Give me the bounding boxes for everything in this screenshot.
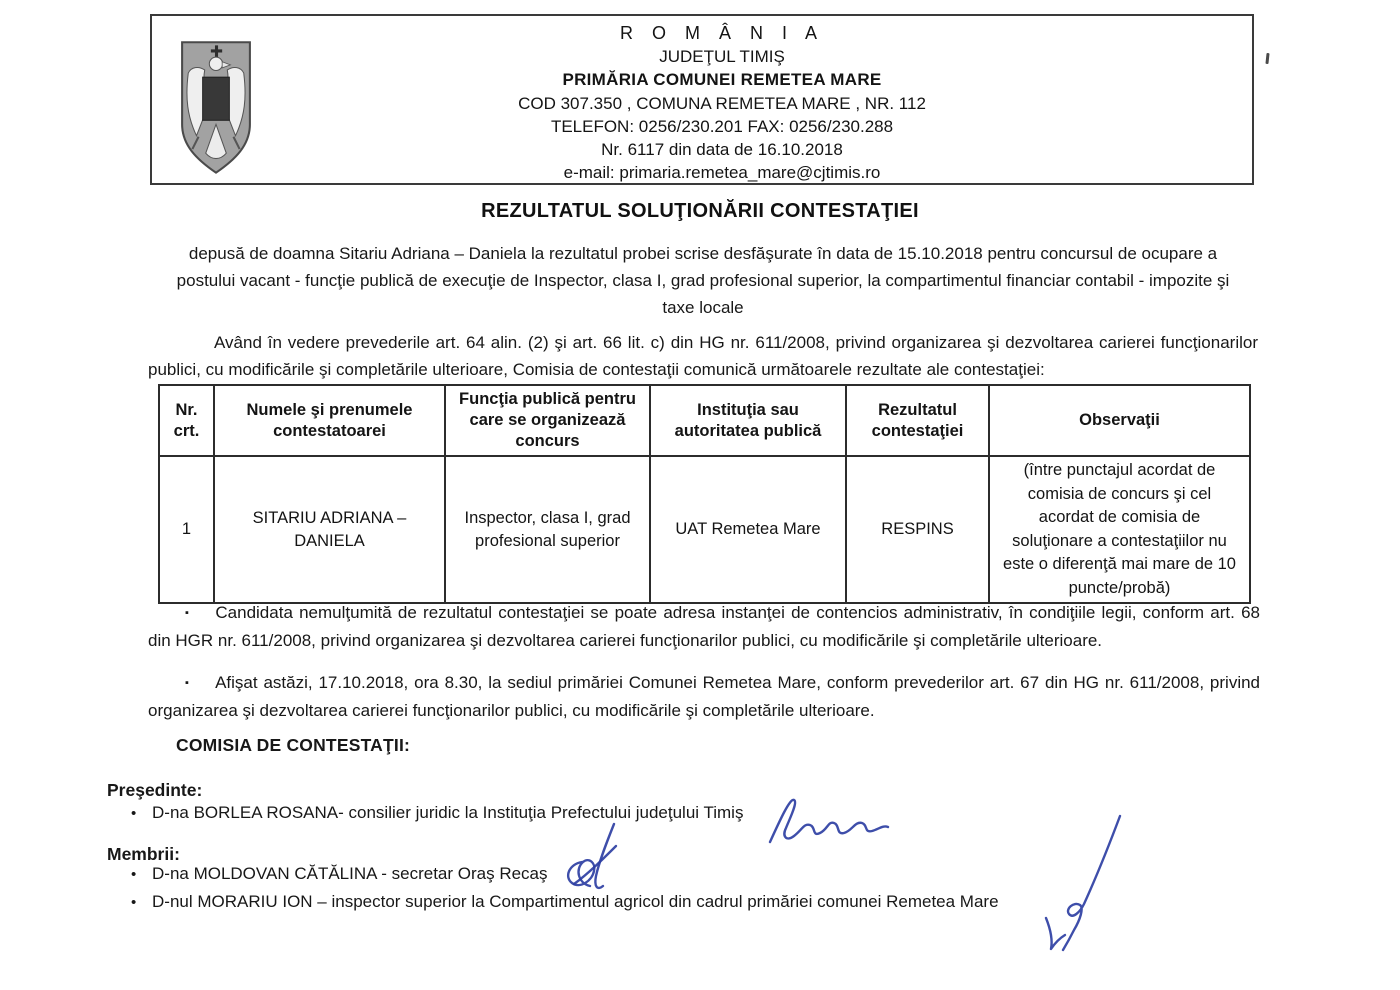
president-signature [762,790,894,850]
col-header-observations: Observaţii [989,385,1250,456]
cell-name: SITARIU ADRIANA – DANIELA [214,456,445,603]
letterhead-box [150,14,1254,185]
institution-name: PRIMĂRIA COMUNEI REMETEA MARE [562,70,882,90]
member-name: D-na MOLDOVAN CĂTĂLINA - secretar Oraş Recaş [152,864,548,883]
romania-coat-of-arms-icon [178,38,254,180]
round-bullet-icon: • [131,866,137,883]
col-header-institution: Instituţia sau autoritatea publică [650,385,846,456]
contestation-results-table [158,384,1251,604]
president-name: D-na BORLEA ROSANA- consilier juridic la Instituţia Prefectului judeţului Timiş [152,803,744,822]
cell-position: Inspector, clasa I, grad profesional superior [445,456,650,603]
institution-email: e-mail: primaria.remetea_mare@cjtimis.ro [563,163,881,183]
cell-institution: UAT Remetea Mare [650,456,846,603]
square-bullet-icon: ▪ [185,607,191,619]
intro-paragraph: Având în vedere prevederile art. 64 alin. (2) şi art. 66 lit. c) din HG nr. 611/2008, privind organizarea şi dezvoltarea carierei funcţionarilor publici, cu modificările şi completările ulterioare, Comisia de contestaţii comunică următoarele rezultate ale contestaţiei: [148,333,1258,379]
col-header-position: Funcţia publică pentru care se organizează concurs [445,385,650,456]
registration-number: Nr. 6117 din data de 16.10.2018 [601,140,843,160]
cell-observations: (între punctajul acordat de comisia de concurs şi cel acordat de comisia de soluţionare a contestaţiilor nu este o diferenţă mai mare de 10 puncte/probă) [989,456,1250,603]
col-header-name: Numele şi prenumele contestatoarei [214,385,445,456]
cell-result: RESPINS [846,456,989,603]
table-header-row [159,385,1250,456]
country-name: R O M Â N I A [619,23,825,43]
commission-heading: COMISIA DE CONTESTAŢII: [176,735,411,755]
note-text: Candidata nemulţumită de rezultatul contestaţiei se poate adresa instanţei de contencios administrativ, în condiţiile legii, conform art. 68 din HGR nr. 611/2008, privind organizarea şi dezvoltarea carierei funcţionarilor publici, cu modificările şi completările ulterioare. [148,603,1260,650]
member-signature-morariu [1030,812,1128,954]
cell-nr-crt: 1 [159,456,214,603]
president-item [131,803,743,823]
institution-phone-fax: TELEFON: 0256/230.201 FAX: 0256/230.288 [550,116,894,136]
document-title: REZULTATUL SOLUŢIONĂRII CONTESTAŢIEI [481,200,919,222]
member-name: D-nul MORARIU ION – inspector superior la Compartimentul agricol din cadrul primăriei comunei Remetea Mare [152,892,999,911]
round-bullet-icon: • [131,805,137,822]
institution-address: COD 307.350 , COMUNA REMETEA MARE , NR. 112 [518,93,926,113]
document-subtitle: depusă de doamna Sitariu Adriana – Daniela la rezultatul probei scrise desfăşurate în data de 15.10.2018 pentru concursul de ocupare a postului vacant - funcţie publică de execuţie de Inspector, clasa I, grad profesional superior, la compartimentul financiar contabil - impozite şi taxe locale [176,244,1230,317]
note-text: Afişat astăzi, 17.10.2018, ora 8.30, la sediul primăriei Comunei Remetea Mare, conform prevederilor art. 67 din HG nr. 611/2008, privind organizarea şi dezvoltarea carierei funcţionarilor publici, cu modificările şi completările ulterioare. [148,673,1261,720]
square-bullet-icon: ▪ [185,677,191,689]
members-label: Membrii: [107,844,180,864]
round-bullet-icon: • [131,894,137,911]
letterhead-text [262,22,1182,184]
col-header-result: Rezultatul contestaţiei [846,385,989,456]
table-row [159,456,1250,603]
county-name: JUDEŢUL TIMIŞ [659,47,785,67]
member-item-moldovan [131,864,548,884]
scan-artifact-mark [1265,53,1269,64]
note-posting [148,669,1260,725]
note-legal-remedy [148,599,1260,655]
col-header-nr-crt: Nr. crt. [159,385,214,456]
member-signature-moldovan [556,820,634,898]
president-label: Preşedinte: [107,780,203,800]
